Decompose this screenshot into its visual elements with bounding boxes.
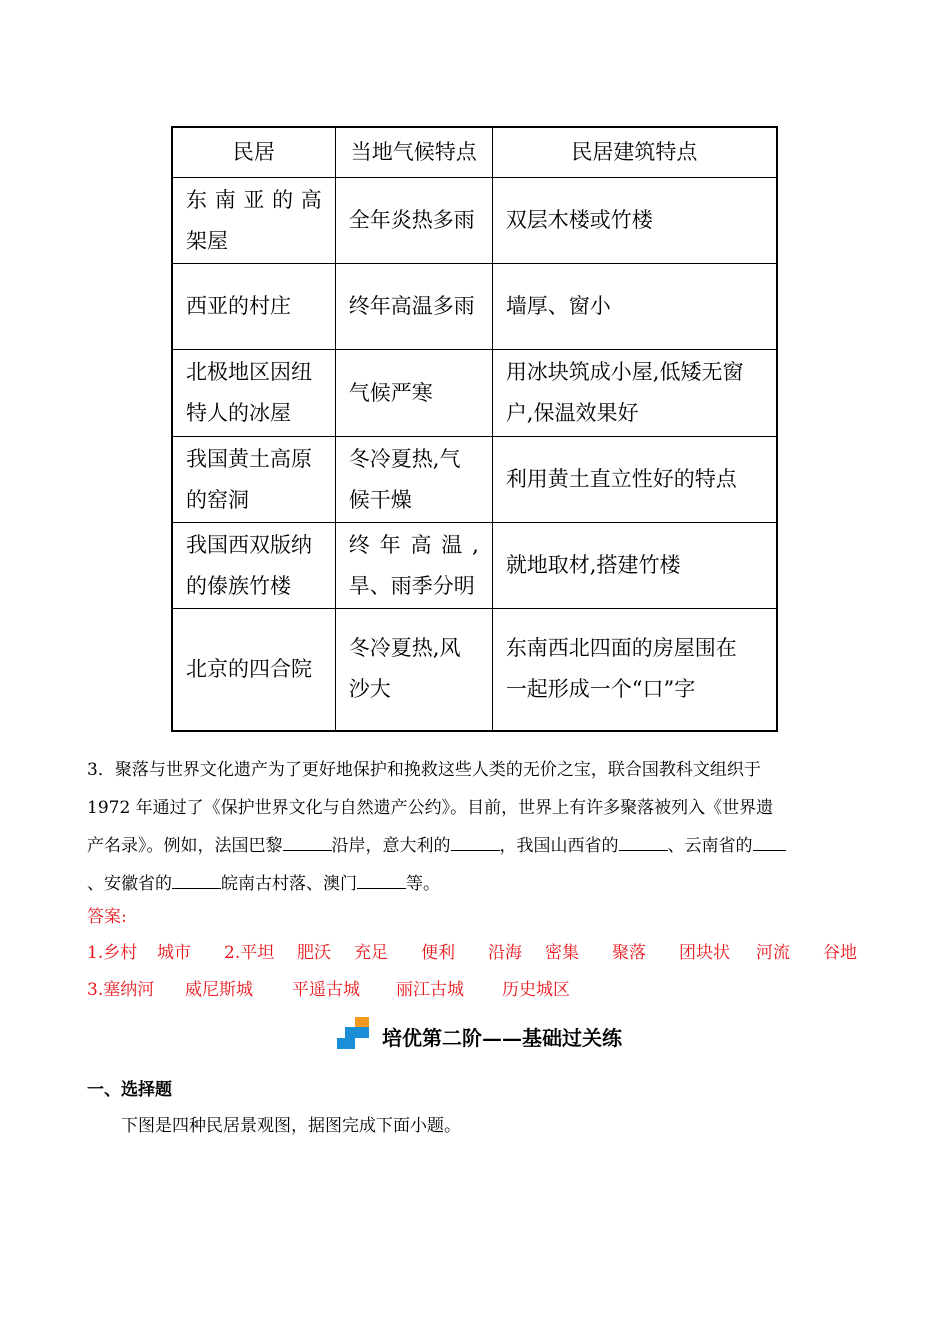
cell-building: 就地取材,搭建竹楼 <box>492 523 777 609</box>
answer-blank <box>619 830 668 851</box>
blue-block-top <box>345 1027 369 1038</box>
answer-item: 丽江古城 <box>396 980 464 1000</box>
answer-blank <box>753 830 786 851</box>
answer-item: 河流 <box>756 943 790 963</box>
question-3 <box>87 751 863 903</box>
table-row <box>172 178 777 264</box>
section-title: 培优第二阶——基础过关练 <box>382 1026 622 1050</box>
table-header-row <box>172 127 777 178</box>
question-line: 1972 年通过了《保护世界文化与自然遗产公约》。目前，世界上有许多聚落被列入《世界遗 <box>87 798 774 818</box>
answer-item: 3.塞纳河 <box>87 980 155 1000</box>
cell-climate: 冬冷夏热,气 候干燥 <box>335 437 492 523</box>
answer-item: 密集 <box>545 943 579 963</box>
cell-residence: 北极地区因纽 特人的冰屋 <box>172 350 335 437</box>
table-row <box>172 609 777 731</box>
answer-item: 聚落 <box>612 943 646 963</box>
cell-building: 双层木楼或竹楼 <box>492 178 777 264</box>
cell-climate: 全年炎热多雨 <box>335 178 492 264</box>
cell-building: 用冰块筑成小屋,低矮无窗 户,保温效果好 <box>492 350 777 437</box>
section-blocks-icon <box>337 1017 379 1051</box>
cell-residence: 北京的四合院 <box>172 609 335 731</box>
table-row <box>172 264 777 350</box>
answer-item: 1.乡村 <box>87 943 138 963</box>
answer-title: 答案: <box>87 907 127 927</box>
header-climate: 当地气候特点 <box>335 127 492 178</box>
table-row <box>172 350 777 437</box>
answer-blank <box>451 830 500 851</box>
answer-item: 肥沃 <box>297 943 331 963</box>
answer-item: 充足 <box>354 943 388 963</box>
cell-residence: 东南亚的高 架屋 <box>172 178 335 264</box>
cell-climate: 冬冷夏热,风 沙大 <box>335 609 492 731</box>
cell-climate: 终年高温, 旱、雨季分明 <box>335 523 492 609</box>
answer-item: 便利 <box>421 943 455 963</box>
cell-building: 利用黄土直立性好的特点 <box>492 437 777 523</box>
table-row <box>172 523 777 609</box>
cell-building: 东南西北四面的房屋围在 一起形成一个“口”字 <box>492 609 777 731</box>
cell-climate: 终年高温多雨 <box>335 264 492 350</box>
table-row <box>172 437 777 523</box>
blue-block-bottom <box>337 1038 355 1049</box>
header-residence: 民居 <box>172 127 335 178</box>
question-line: 3．聚落与世界文化遗产为了更好地保护和挽救这些人类的无价之宝，联合国教科文组织于 <box>87 760 761 780</box>
section-heading: 一、选择题 <box>87 1080 172 1100</box>
cell-climate: 气候严寒 <box>335 350 492 437</box>
cell-residence: 我国西双版纳 的傣族竹楼 <box>172 523 335 609</box>
answer-item: 团块状 <box>679 943 730 963</box>
answer-blank <box>283 830 332 851</box>
question-line: 、安徽省的 皖南古村落、澳门 等。 <box>87 865 863 903</box>
cell-residence: 西亚的村庄 <box>172 264 335 350</box>
cell-building: 墙厚、窗小 <box>492 264 777 350</box>
residence-climate-table <box>171 126 778 732</box>
answer-item: 城市 <box>157 943 191 963</box>
question-line: 产名录》。例如，法国巴黎 沿岸，意大利的 ，我国山西省的 、云南省的 <box>87 827 863 865</box>
intro-text: 下图是四种民居景观图，据图完成下面小题。 <box>121 1116 461 1136</box>
answer-blank <box>172 868 221 889</box>
answer-item: 谷地 <box>823 943 857 963</box>
header-building: 民居建筑特点 <box>492 127 777 178</box>
cell-residence: 我国黄土高原 的窑洞 <box>172 437 335 523</box>
answer-item: 威尼斯城 <box>185 980 253 1000</box>
answer-item: 平遥古城 <box>292 980 360 1000</box>
answer-item: 历史城区 <box>502 980 570 1000</box>
answer-item: 沿海 <box>488 943 522 963</box>
answer-item: 2.平坦 <box>224 943 275 963</box>
answer-blank <box>357 868 406 889</box>
